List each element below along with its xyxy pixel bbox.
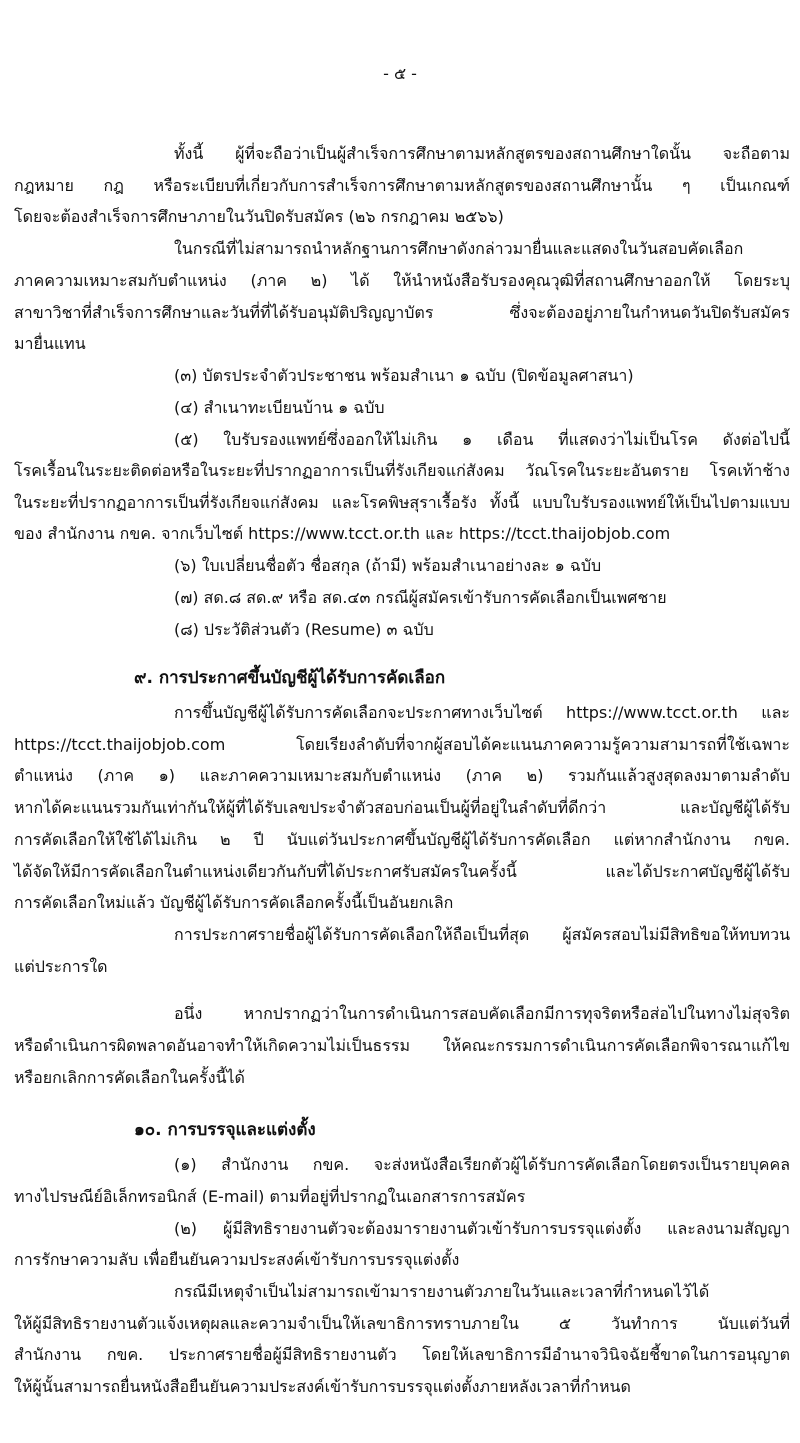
paragraph-line: ทางไปรษณีย์อิเล็กทรอนิกส์ (E-mail) ตามที่อยู่ที่ปรากฏในเอกสารการสมัคร: [14, 1187, 526, 1206]
paragraph-line: หรือดำเนินการผิดพลาดอันอาจทำให้เกิดความไม่เป็นธรรม ให้คณะกรรมการดำเนินการคัดเลือกพิจารณาแก้ไข: [14, 1036, 790, 1055]
paragraph-line: ในกรณีที่ไม่สามารถนำหลักฐานการศึกษาดังกล่าวมายื่นและแสดงในวันสอบคัดเลือก: [174, 239, 744, 258]
paragraph-line: การคัดเลือกให้ใช้ได้ไม่เกิน ๒ ปี นับแต่วันประกาศขึ้นบัญชีผู้ได้รับการคัดเลือก แต่หากสำนักงาน กขค.: [14, 830, 790, 849]
section-heading: ๑๐. การบรรจุและแต่งตั้ง: [134, 1120, 316, 1140]
list-item: (๓) บัตรประจำตัวประชาชน พร้อมสำเนา ๑ ฉบับ (ปิดข้อมูลศาสนา): [174, 366, 634, 385]
paragraph-line: ของ สำนักงาน กขค. จากเว็บไซต์ https://www.tcct.or.th และ https://tcct.thaijobjob.com: [14, 524, 671, 543]
list-item: (๑) สำนักงาน กขค. จะส่งหนังสือเรียกตัวผู้ได้รับการคัดเลือกโดยตรงเป็นรายบุคคล: [174, 1155, 790, 1174]
paragraph-line: สำนักงาน กขค. ประกาศรายชื่อผู้มีสิทธิรายงานตัว โดยให้เลขาธิการมีอำนาจวินิจฉัยชี้ขาดในการอนุญาต: [14, 1345, 790, 1364]
paragraph-line: ภาคความเหมาะสมกับตำแหน่ง (ภาค ๒) ได้ ให้นำหนังสือรับรองคุณวุฒิที่สถานศึกษาออกให้ โดยระบุ: [14, 271, 790, 290]
paragraph-line: ให้ผู้มีสิทธิรายงานตัวแจ้งเหตุผลและความจำเป็นให้เลขาธิการทราบภายใน ๕ วันทำการ นับแต่วันที่: [14, 1314, 790, 1333]
paragraph-line: หรือยกเลิกการคัดเลือกในครั้งนี้ได้: [14, 1068, 245, 1087]
list-item: (๕) ใบรับรองแพทย์ซึ่งออกให้ไม่เกิน ๑ เดือน ที่แสดงว่าไม่เป็นโรค ดังต่อไปนี้: [174, 430, 790, 449]
paragraph-line: ทั้งนี้ ผู้ที่จะถือว่าเป็นผู้สำเร็จการศึกษาตามหลักสูตรของสถานศึกษาใดนั้น จะถือตาม: [174, 144, 790, 163]
paragraph-line: ให้ผู้นั้นสามารถยื่นหนังสือยืนยันความประสงค์เข้ารับการบรรจุแต่งตั้งภายหลังเวลาที่กำหนด: [14, 1377, 631, 1396]
paragraph-line: การประกาศรายชื่อผู้ได้รับการคัดเลือกให้ถือเป็นที่สุด ผู้สมัครสอบไม่มีสิทธิขอให้ทบทวน: [174, 925, 790, 944]
paragraph-line: การขึ้นบัญชีผู้ได้รับการคัดเลือกจะประกาศทางเว็บไซต์ https://www.tcct.or.th และ: [174, 703, 790, 722]
paragraph-line: มายื่นแทน: [14, 334, 86, 353]
paragraph-line: แต่ประการใด: [14, 957, 108, 976]
list-item: (๘) ประวัติส่วนตัว (Resume) ๓ ฉบับ: [174, 620, 434, 639]
paragraph-line: ในระยะที่ปรากฏอาการเป็นที่รังเกียจแก่สังคม และโรคพิษสุราเรื้อรัง ทั้งนี้ แบบใบรับรองแพทย์ให้เป็นไปตามแบบ: [14, 493, 790, 512]
paragraph-line: อนึ่ง หากปรากฏว่าในการดำเนินการสอบคัดเลือกมีการทุจริตหรือส่อไปในทางไม่สุจริต: [174, 1004, 790, 1023]
paragraph-line: โรคเรื้อนในระยะติดต่อหรือในระยะที่ปรากฏอาการเป็นที่รังเกียจแก่สังคม วัณโรคในระยะอันตราย โรคเท้าช้าง: [14, 461, 790, 480]
list-item: (๔) สำเนาทะเบียนบ้าน ๑ ฉบับ: [174, 398, 385, 417]
section-heading: ๙. การประกาศขึ้นบัญชีผู้ได้รับการคัดเลือก: [134, 668, 446, 688]
page-number: - ๕ -: [383, 64, 417, 83]
paragraph-line: หากได้คะแนนรวมกันเท่ากันให้ผู้ที่ได้รับเลขประจำตัวสอบก่อนเป็นผู้ที่อยู่ในลำดับที่ดีกว่า และบัญชีผู้ได้รับ: [14, 798, 790, 817]
paragraph-line: ได้จัดให้มีการคัดเลือกในตำแหน่งเดียวกันกับที่ได้ประกาศรับสมัครในครั้งนี้ และได้ประกาศบัญชีผู้ได้รับ: [14, 862, 790, 881]
list-item: (๖) ใบเปลี่ยนชื่อตัว ชื่อสกุล (ถ้ามี) พร้อมสำเนาอย่างละ ๑ ฉบับ: [174, 556, 602, 575]
paragraph-line: การคัดเลือกใหม่แล้ว บัญชีผู้ได้รับการคัดเลือกครั้งนี้เป็นอันยกเลิก: [14, 893, 454, 912]
paragraph-line: กฎหมาย กฎ หรือระเบียบที่เกี่ยวกับการสำเร็จการศึกษาตามหลักสูตรของสถานศึกษานั้น ๆ เป็นเกณฑ์: [14, 176, 790, 195]
paragraph-line: กรณีมีเหตุจำเป็นไม่สามารถเข้ามารายงานตัวภายในวันและเวลาที่กำหนดไว้ได้: [174, 1282, 710, 1301]
paragraph-line: การรักษาความลับ เพื่อยืนยันความประสงค์เข้ารับการบรรจุแต่งตั้ง: [14, 1250, 460, 1269]
paragraph-line: สาขาวิชาที่สำเร็จการศึกษาและวันที่ที่ได้รับอนุมัติปริญญาบัตร ซึ่งจะต้องอยู่ภายในกำหนดวันปิดรับสมัคร: [14, 303, 790, 322]
paragraph-line: ตำแหน่ง (ภาค ๑) และภาคความเหมาะสมกับตำแหน่ง (ภาค ๒) รวมกันแล้วสูงสุดลงมาตามลำดับ: [14, 766, 790, 785]
list-item: (๒) ผู้มีสิทธิรายงานตัวจะต้องมารายงานตัวเข้ารับการบรรจุแต่งตั้ง และลงนามสัญญา: [174, 1219, 790, 1238]
list-item: (๗) สด.๘ สด.๙ หรือ สด.๔๓ กรณีผู้สมัครเข้ารับการคัดเลือกเป็นเพศชาย: [174, 588, 667, 607]
paragraph-line: โดยจะต้องสำเร็จการศึกษาภายในวันปิดรับสมัคร (๒๖ กรกฎาคม ๒๕๖๖): [14, 207, 504, 226]
paragraph-line: https://tcct.thaijobjob.com โดยเรียงลำดับที่จากผู้สอบได้คะแนนภาคความรู้ความสามารถที่ใช้เฉพาะ: [14, 735, 790, 754]
